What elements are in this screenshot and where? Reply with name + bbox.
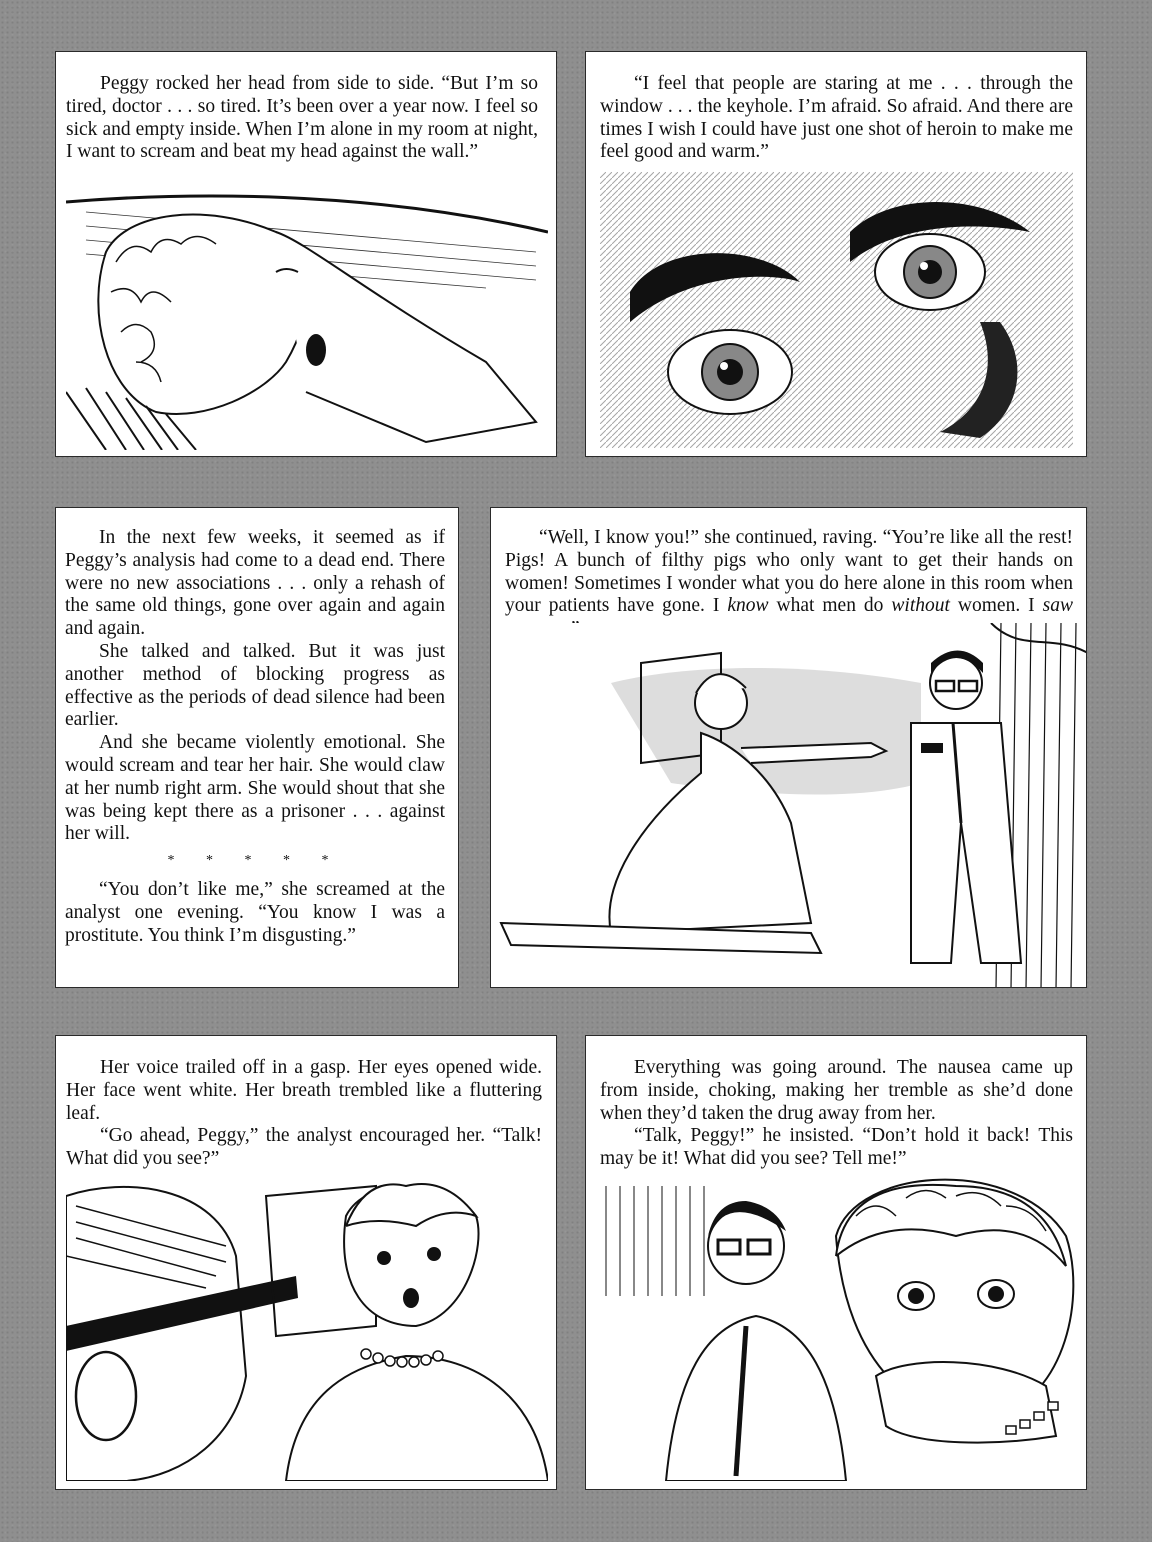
panel-4-illustration-woman-pointing-at-analyst xyxy=(491,623,1087,988)
section-separator: * * * * * xyxy=(167,853,343,869)
panel-6-illustration-peggy-covering-mouth xyxy=(596,1176,1078,1481)
caption-paragraph: She talked and talked. But it was just another method of blocking progress as effective as the periods of dead silence had been earlier. xyxy=(65,640,445,731)
caption-paragraph: Everything was going around. The nausea came up from inside, choking, making her tremble as she’d done when they’d taken the drug away from her. xyxy=(600,1057,1073,1124)
caption-paragraph: “I feel that people are staring at me . . . through the window . . . the keyhole. I’m afraid. So afraid. And there are times I wish I could have just one shot of heroin to make me feel good and warm.” xyxy=(600,73,1073,163)
caption-paragraph: Her voice trailed off in a gasp. Her eyes opened wide. Her face went white. Her breath trembled like a fluttering leaf. xyxy=(66,1057,542,1124)
panel-1-illustration-woman-reclining xyxy=(66,192,548,450)
caption-paragraph: And she became violently emotional. She would scream and tear her hair. She would claw at her numb right arm. She would shout that she was being kept there as a prisoner . . . against her will. xyxy=(65,732,445,845)
caption-paragraph: “Talk, Peggy!” he insisted. “Don’t hold it back! This may be it! What did you see? Tell me!” xyxy=(600,1125,1073,1170)
caption-emphasis: saw xyxy=(1042,595,1073,617)
panel-4 xyxy=(490,507,1087,988)
caption-paragraph: Peggy rocked her head from side to side. “But I’m so tired, doctor . . . so tired. It’s been over a year now. I feel so sick and empty inside. When I’m alone in my room at night, I want to scream and beat my head against the wall.” xyxy=(66,73,538,163)
caption-text: “Well, I know you!” she continued, raving. “You’re like all the rest! Pigs! A bunch of filthy pigs who only want to get their hands on women! Sometimes I wonder what you do here alone in this room when your patients have gone. I xyxy=(505,527,1073,617)
panel-1-caption xyxy=(66,73,538,164)
panel-1 xyxy=(55,51,557,457)
caption-paragraph: “Go ahead, Peggy,” the analyst encouraged her. “Talk! What did you see?” xyxy=(66,1125,542,1170)
panel-6-caption xyxy=(600,1057,1073,1171)
caption-paragraph: In the next few weeks, it seemed as if Peggy’s analysis had come to a dead end. There were no new associations . . . only a rehash of the same old things, gone over again and again and again. xyxy=(65,527,445,640)
panel-5-caption xyxy=(66,1057,542,1171)
caption-paragraph: “You don’t like me,” she screamed at the analyst one evening. “You know I was a prostitute. You think I’m disgusting.” xyxy=(65,878,445,946)
caption-emphasis: know xyxy=(727,595,769,617)
panel-3 xyxy=(55,507,459,988)
panel-6 xyxy=(585,1035,1087,1490)
panel-2 xyxy=(585,51,1087,457)
panel-2-illustration-frightened-eyes xyxy=(600,172,1073,448)
panel-2-caption xyxy=(600,73,1073,164)
panel-3-caption xyxy=(65,527,445,947)
caption-text: women. I xyxy=(949,595,1043,617)
caption-emphasis: without xyxy=(891,595,950,617)
panel-5 xyxy=(55,1035,557,1490)
panel-5-illustration-analyst-and-peggy xyxy=(66,1176,548,1481)
caption-text: what men do xyxy=(768,595,892,617)
